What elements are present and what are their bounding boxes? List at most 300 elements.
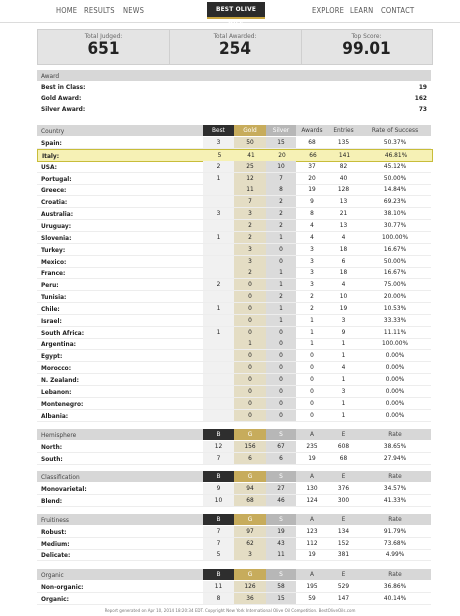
report-footer: Report generated on Apr 10, 2014 18:20:34 EDT. Copyright New York International Olive Oil Competition. BestOliveOils.com <box>104 609 356 614</box>
stat-label: Total Awarded: <box>213 32 257 40</box>
row-label: Mexico: <box>41 257 67 266</box>
row-label: North: <box>41 443 63 451</box>
table-cell: 12 <box>234 173 266 184</box>
organic-header <box>37 569 431 580</box>
table-cell: 147 <box>337 593 350 602</box>
table-row[interactable] <box>37 441 431 453</box>
column-header[interactable]: A <box>310 570 314 578</box>
row-label: Morocco: <box>41 364 72 373</box>
table-cell: 0 <box>266 386 296 397</box>
column-header[interactable]: E <box>341 515 346 523</box>
row-label: USA: <box>41 162 57 171</box>
table-cell: 529 <box>337 582 350 590</box>
table-cell <box>203 256 234 267</box>
nav-results-link[interactable]: RESULTS <box>84 6 115 15</box>
table-cell: 50.00% <box>383 256 407 265</box>
column-header[interactable]: G <box>234 569 266 580</box>
table-row[interactable] <box>37 350 431 362</box>
table-cell: 4 <box>341 363 346 372</box>
table-cell: 13 <box>339 220 348 229</box>
table-cell: 0 <box>234 362 266 373</box>
stat-top-score <box>301 30 432 64</box>
table-cell: 2 <box>203 279 234 290</box>
table-cell: 25 <box>234 161 266 172</box>
table-cell: 7 <box>203 538 234 549</box>
award-name: Silver Award: <box>41 105 86 113</box>
column-header[interactable]: A <box>310 472 314 480</box>
table-row[interactable] <box>37 374 431 386</box>
column-header[interactable]: Gold <box>234 125 266 136</box>
table-row[interactable] <box>37 220 431 232</box>
table-row[interactable] <box>37 161 431 173</box>
table-cell <box>203 220 234 231</box>
table-cell: 97 <box>234 526 266 537</box>
table-cell: 100.00% <box>381 339 408 348</box>
table-cell: 11 <box>234 184 266 195</box>
table-cell: 152 <box>337 538 350 547</box>
table-cell: 2 <box>234 220 266 231</box>
table-cell: 5 <box>203 549 234 560</box>
award-row <box>37 93 431 103</box>
classification-header <box>37 471 431 482</box>
column-header[interactable]: G <box>234 429 266 440</box>
table-cell: 0 <box>310 410 314 419</box>
table-cell: 141 <box>338 150 351 159</box>
table-cell: 0 <box>310 351 314 360</box>
table-cell: 0 <box>266 256 296 267</box>
table-cell: 68 <box>234 495 266 506</box>
table-cell: 0 <box>234 386 266 397</box>
table-cell <box>203 196 234 207</box>
table-cell: 7 <box>203 453 234 464</box>
table-cell <box>203 374 234 385</box>
table-cell: 126 <box>234 581 266 592</box>
row-label: France: <box>41 269 66 278</box>
table-cell: 2 <box>310 292 314 301</box>
table-cell: 19 <box>308 550 316 558</box>
column-header[interactable]: B <box>203 471 234 482</box>
table-cell: 8 <box>266 184 296 195</box>
table-row[interactable] <box>37 549 431 561</box>
column-header[interactable]: Rate <box>388 472 402 480</box>
nav-contact-link[interactable]: CONTACT <box>381 6 415 15</box>
row-label: Tunisia: <box>41 293 67 302</box>
table-cell: 38.10% <box>383 209 407 218</box>
table-cell: 59 <box>308 593 316 602</box>
table-cell: 2 <box>234 232 266 243</box>
table-cell: 156 <box>234 441 266 452</box>
table-cell: 130 <box>306 484 318 492</box>
row-label: Lebanon: <box>41 387 72 396</box>
column-header[interactable]: Fruitiness <box>41 516 69 524</box>
row-label: N. Zealand: <box>41 376 79 384</box>
table-cell: 0.00% <box>385 398 405 407</box>
table-row[interactable] <box>37 173 431 185</box>
table-cell: 2 <box>266 196 296 207</box>
table-cell <box>203 267 234 278</box>
column-header[interactable]: Country <box>41 127 65 135</box>
column-header[interactable]: S <box>266 569 296 580</box>
table-cell: 0 <box>234 398 266 409</box>
table-cell: 1 <box>266 267 296 278</box>
nav-news-link[interactable]: NEWS <box>123 6 145 15</box>
column-header[interactable]: S <box>266 471 296 482</box>
award-header-label: Award <box>41 72 60 80</box>
table-cell: 608 <box>337 442 350 450</box>
table-cell: 100.00% <box>381 232 408 241</box>
table-cell <box>203 315 234 326</box>
table-cell: 41.33% <box>383 495 407 504</box>
table-row[interactable] <box>37 538 431 550</box>
table-cell <box>203 244 234 255</box>
table-cell <box>203 386 234 397</box>
table-row[interactable] <box>37 581 431 593</box>
table-cell: 112 <box>306 538 318 547</box>
table-cell: 0 <box>234 374 266 385</box>
logo-underline <box>207 17 265 19</box>
table-row[interactable] <box>37 137 431 149</box>
table-cell: 36 <box>234 593 266 604</box>
hemisphere-header <box>37 429 431 440</box>
table-cell: 50 <box>234 137 266 148</box>
column-header[interactable]: A <box>310 515 314 523</box>
table-cell: 1 <box>341 375 346 383</box>
table-cell: 0 <box>234 350 266 361</box>
table-row[interactable] <box>37 410 431 422</box>
table-row[interactable] <box>37 291 431 303</box>
column-header[interactable]: E <box>341 430 346 438</box>
table-cell: 0 <box>266 244 296 255</box>
table-cell: 15 <box>266 137 296 148</box>
table-cell: 30.77% <box>383 220 407 229</box>
table-cell: 4 <box>310 232 314 241</box>
column-header[interactable]: Silver <box>266 125 296 136</box>
table-row[interactable] <box>37 244 431 256</box>
award-name: Gold Award: <box>41 94 82 102</box>
row-label: South: <box>41 454 63 463</box>
award-count: 162 <box>414 94 427 102</box>
row-label: Turkey: <box>41 245 66 254</box>
table-cell: 0 <box>310 375 314 383</box>
table-cell <box>203 338 234 349</box>
table-cell: 3 <box>310 268 314 277</box>
table-cell: 69.23% <box>383 197 407 206</box>
column-header[interactable]: E <box>341 472 346 480</box>
row-label: Portugal: <box>41 174 72 183</box>
table-row[interactable] <box>37 256 431 268</box>
table-cell: 7 <box>234 196 266 207</box>
award-name: Best in Class: <box>41 83 86 91</box>
column-header[interactable]: B <box>203 429 234 440</box>
table-row[interactable] <box>37 267 431 279</box>
table-cell: 2 <box>266 220 296 231</box>
fruitiness-header <box>37 514 431 525</box>
column-header[interactable]: Rate of Success <box>371 126 419 134</box>
nav-learn-link[interactable]: LEARN <box>350 6 374 15</box>
table-cell: 300 <box>337 495 350 504</box>
table-cell: 41 <box>247 150 255 159</box>
column-header[interactable]: G <box>234 514 266 525</box>
table-cell: 2 <box>266 291 296 302</box>
table-cell: 3 <box>310 244 314 253</box>
table-cell: 134 <box>337 527 350 535</box>
table-cell: 9 <box>341 327 346 336</box>
stat-total-awarded <box>169 30 302 64</box>
row-label: Egypt: <box>41 352 63 361</box>
table-cell: 0 <box>310 363 314 372</box>
row-label: Israel: <box>41 316 62 325</box>
table-cell: 19 <box>308 453 316 462</box>
table-cell: 123 <box>306 527 318 535</box>
table-cell: 14.84% <box>383 185 407 194</box>
table-cell: 5 <box>217 150 222 159</box>
row-label: Slovenia: <box>41 233 72 242</box>
table-cell: 50.37% <box>383 138 407 146</box>
row-label: Croatia: <box>41 198 68 207</box>
table-cell: 46 <box>266 495 296 506</box>
table-cell: 0 <box>266 398 296 409</box>
table-cell: 3 <box>310 280 314 289</box>
table-cell: 8 <box>310 209 314 218</box>
table-cell: 16.67% <box>383 244 407 253</box>
stat-value: 651 <box>87 39 120 59</box>
table-cell: 40.14% <box>383 593 407 602</box>
row-label: Argentina: <box>41 340 76 349</box>
row-label: Greece: <box>41 186 67 195</box>
table-row[interactable] <box>37 398 431 410</box>
column-header[interactable]: Hemisphere <box>41 431 77 439</box>
table-cell: 0 <box>234 279 266 290</box>
table-cell: 381 <box>337 550 350 558</box>
column-header[interactable]: S <box>266 429 296 440</box>
table-cell: 15 <box>266 593 296 604</box>
table-cell: 11.11% <box>383 327 407 336</box>
table-cell: 0 <box>310 398 314 407</box>
row-label: Spain: <box>41 139 62 147</box>
table-cell: 3 <box>234 256 266 267</box>
table-row[interactable] <box>37 453 431 465</box>
table-cell: 34.57% <box>383 484 407 492</box>
row-label: South Africa: <box>41 328 85 337</box>
table-cell: 1 <box>203 232 234 243</box>
table-cell: 0 <box>234 303 266 314</box>
table-cell: 1 <box>341 398 346 407</box>
site-logo[interactable]: BEST OLIVE OILS <box>207 2 265 17</box>
table-cell: 16.67% <box>383 268 407 277</box>
table-cell: 46.81% <box>384 150 408 159</box>
table-cell: 6 <box>266 453 296 464</box>
table-cell: 18 <box>339 244 348 253</box>
table-cell <box>203 350 234 361</box>
table-cell: 27.94% <box>383 453 407 462</box>
table-cell: 3 <box>234 244 266 255</box>
column-header[interactable]: B <box>203 514 234 525</box>
table-cell: 10 <box>339 292 348 301</box>
table-row[interactable] <box>37 495 431 507</box>
table-cell: 1 <box>266 303 296 314</box>
row-label: Albania: <box>41 411 69 420</box>
table-row[interactable] <box>37 526 431 538</box>
table-cell: 1 <box>203 327 234 338</box>
table-cell: 19 <box>308 185 316 194</box>
column-header[interactable]: Classification <box>41 473 80 481</box>
column-header[interactable]: Rate <box>388 570 402 578</box>
table-cell: 9 <box>310 197 314 206</box>
column-header[interactable]: Organic <box>41 571 64 579</box>
row-label: Organic: <box>41 594 69 603</box>
table-cell: 1 <box>203 303 234 314</box>
table-row[interactable] <box>37 315 431 327</box>
award-row <box>37 104 431 114</box>
table-cell: 4 <box>310 220 314 229</box>
table-cell: 18 <box>339 268 348 277</box>
stat-total-judged <box>38 30 170 64</box>
table-cell: 3 <box>310 256 314 265</box>
table-cell <box>203 410 234 421</box>
column-header[interactable]: Entries <box>333 126 354 134</box>
table-cell: 10.53% <box>383 303 407 312</box>
table-cell: 2 <box>234 267 266 278</box>
stat-value: 254 <box>219 39 251 59</box>
nav-home-link[interactable]: HOME <box>56 6 78 15</box>
table-row[interactable] <box>37 386 431 398</box>
table-row[interactable] <box>37 303 431 315</box>
table-row[interactable] <box>37 196 431 208</box>
table-cell: 9 <box>203 483 234 494</box>
table-cell: 45.12% <box>383 161 407 170</box>
column-header[interactable]: Awards <box>301 126 323 134</box>
top-nav <box>0 0 460 28</box>
table-cell: 68 <box>308 138 316 146</box>
table-cell: 12 <box>203 441 234 452</box>
table-cell <box>203 398 234 409</box>
column-header[interactable]: Rate <box>388 430 402 438</box>
table-cell: 128 <box>337 185 350 194</box>
row-label: Australia: <box>41 210 74 219</box>
table-cell <box>203 184 234 195</box>
award-count: 73 <box>418 105 427 113</box>
table-row[interactable] <box>37 483 431 495</box>
table-cell: 0.00% <box>385 375 405 383</box>
table-row[interactable] <box>37 279 431 291</box>
table-cell: 19 <box>339 303 348 312</box>
table-cell: 13 <box>339 197 348 206</box>
table-cell: 21 <box>339 209 348 218</box>
row-label: Chile: <box>41 304 60 313</box>
table-cell: 0 <box>234 315 266 326</box>
table-cell: 73.68% <box>383 538 407 547</box>
table-cell: 6 <box>341 256 346 265</box>
table-cell: 20 <box>278 150 286 159</box>
column-header[interactable]: S <box>266 514 296 525</box>
column-header[interactable]: G <box>234 471 266 482</box>
table-cell: 1 <box>266 279 296 290</box>
column-header[interactable]: A <box>310 430 314 438</box>
summary-stats <box>37 29 433 65</box>
table-cell: 0 <box>266 338 296 349</box>
table-cell: 10 <box>203 495 234 506</box>
table-cell: 124 <box>306 495 318 504</box>
table-cell: 1 <box>341 410 346 419</box>
table-cell: 11 <box>266 549 296 560</box>
table-row[interactable] <box>37 593 431 605</box>
table-cell: 3 <box>203 208 234 219</box>
row-label: Robust: <box>41 528 67 536</box>
table-cell: 36.86% <box>383 582 407 590</box>
table-cell: 68 <box>339 453 348 462</box>
table-row[interactable] <box>37 362 431 374</box>
table-cell: 1 <box>310 327 314 336</box>
column-header[interactable]: E <box>341 570 346 578</box>
table-cell: 0 <box>234 291 266 302</box>
table-cell: 0.00% <box>385 363 405 372</box>
table-cell: 7 <box>266 173 296 184</box>
award-count: 19 <box>418 83 427 91</box>
table-cell: 20 <box>308 173 316 182</box>
table-cell: 0 <box>266 362 296 373</box>
table-cell: 4 <box>341 280 346 289</box>
table-cell: 66 <box>309 150 317 159</box>
table-cell: 1 <box>341 351 346 360</box>
table-cell: 0.00% <box>385 410 405 419</box>
table-cell: 2 <box>310 303 314 312</box>
country-header <box>37 125 431 136</box>
table-cell: 3 <box>234 549 266 560</box>
row-label: Montenegro: <box>41 399 84 408</box>
table-cell: 235 <box>306 442 318 450</box>
table-cell: 0 <box>266 350 296 361</box>
table-cell: 43 <box>266 538 296 549</box>
table-cell: 3 <box>341 315 346 324</box>
table-cell: 75.00% <box>383 280 407 289</box>
nav-explore-link[interactable]: EXPLORE <box>312 6 345 15</box>
column-header[interactable]: Rate <box>388 515 402 523</box>
column-header[interactable]: B <box>203 569 234 580</box>
row-label: Blend: <box>41 496 63 505</box>
table-cell: 0 <box>234 410 266 421</box>
table-cell: 0 <box>310 386 314 395</box>
table-row[interactable] <box>37 208 431 220</box>
row-label: Delicate: <box>41 551 71 559</box>
table-cell: 91.79% <box>383 527 407 535</box>
table-cell: 8 <box>203 593 234 604</box>
table-cell: 1 <box>341 339 346 348</box>
row-label: Peru: <box>41 281 59 290</box>
table-cell: 94 <box>234 483 266 494</box>
table-row[interactable] <box>37 232 431 244</box>
row-label: Italy: <box>42 151 60 160</box>
column-header[interactable]: Best <box>203 125 234 136</box>
table-cell: 3 <box>203 137 234 148</box>
award-section <box>37 70 431 118</box>
table-cell: 4.99% <box>385 550 405 558</box>
table-row[interactable] <box>37 338 431 350</box>
table-cell: 6 <box>234 453 266 464</box>
award-row <box>37 82 431 92</box>
table-cell: 2 <box>266 208 296 219</box>
table-cell: 62 <box>234 538 266 549</box>
table-cell: 0 <box>266 410 296 421</box>
table-cell: 0 <box>266 327 296 338</box>
table-row[interactable] <box>37 327 431 339</box>
table-cell: 1 <box>310 339 314 348</box>
table-row[interactable] <box>37 184 431 196</box>
table-cell: 20.00% <box>383 292 407 301</box>
table-cell: 0.00% <box>385 386 405 395</box>
stat-label: Total Judged: <box>84 32 123 40</box>
table-cell: 7 <box>203 526 234 537</box>
table-cell: 0.00% <box>385 351 405 360</box>
